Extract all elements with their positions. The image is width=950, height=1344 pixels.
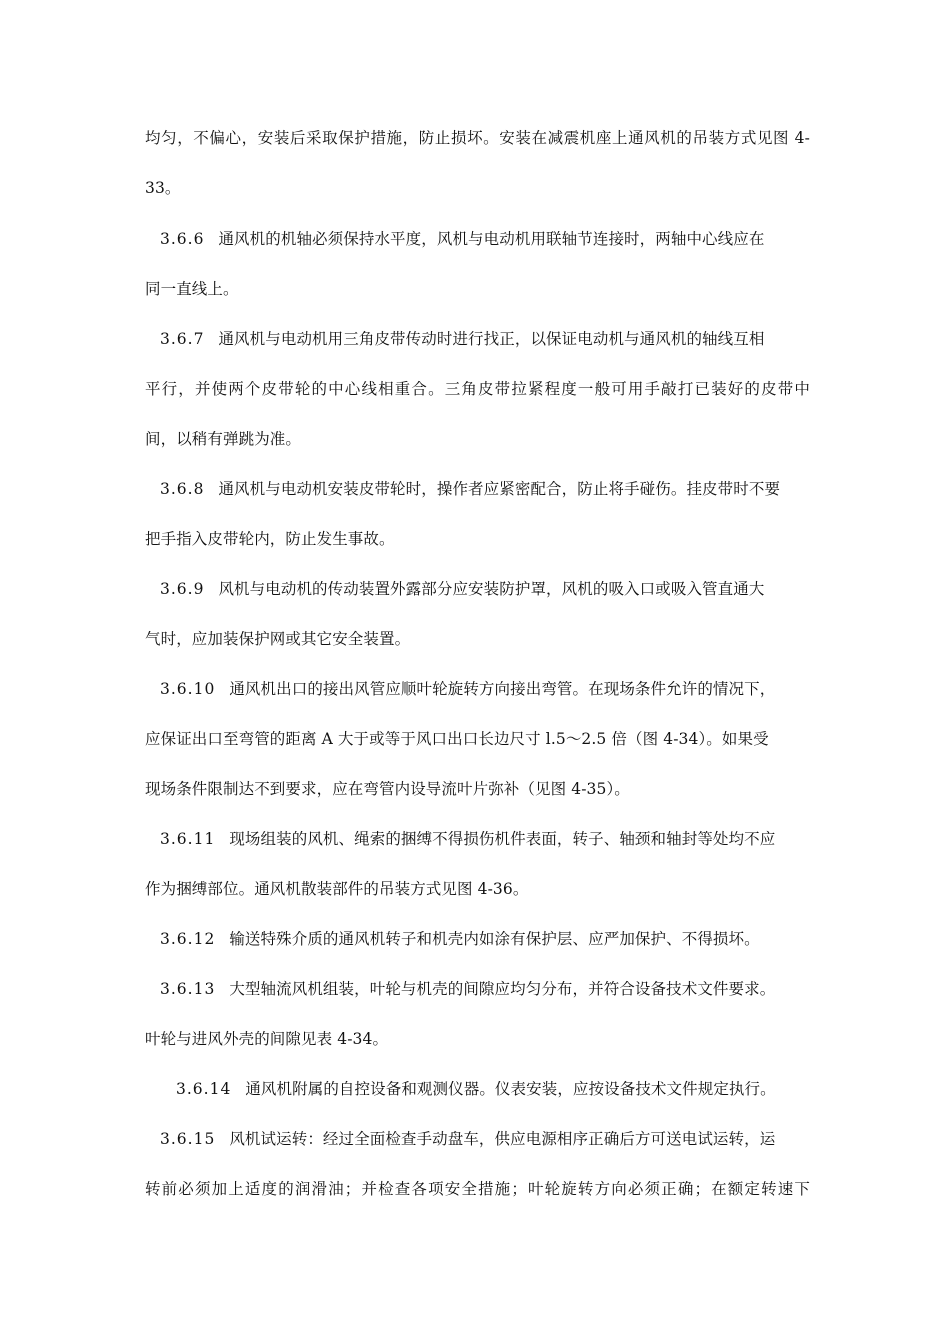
clause-number: 3.6.10: [160, 680, 216, 698]
clause-number: 3.6.8: [160, 480, 205, 498]
paragraph-line: 通风机的机轴必须保持水平度，风机与电动机用联轴节连接时，两轴中心线应在: [218, 230, 765, 248]
paragraph-line: 叶轮与进风外壳的间隙见表 4-34。: [145, 1030, 389, 1048]
paragraph-line: 风机与电动机的传动装置外露部分应安装防护罩，风机的吸入口或吸入管直通大: [218, 580, 765, 598]
paragraph-line: 平行，并使两个皮带轮的中心线相重合。三角皮带拉紧程度一般可用手敲打已装好的皮带中: [145, 380, 810, 398]
paragraph-line: 现场条件限制达不到要求，应在弯管内设导流叶片弥补（见图 4-35）。: [145, 780, 630, 798]
paragraph-line: 通风机出口的接出风管应顺叶轮旋转方向接出弯管。在现场条件允许的情况下，: [229, 680, 776, 698]
paragraph-line: 现场组装的风机、绳索的捆缚不得损伤机件表面，转子、轴颈和轴封等处均不应: [229, 830, 776, 848]
paragraph-line: 通风机与电动机用三角皮带传动时进行找正，以保证电动机与通风机的轴线互相: [218, 330, 765, 348]
paragraph-line: 气时，应加装保护网或其它安全装置。: [145, 630, 411, 648]
clause-number: 3.6.15: [160, 1130, 216, 1148]
paragraph-3-6-14: [176, 1079, 841, 1099]
paragraph-line: 作为捆缚部位。通风机散装部件的吊装方式见图 4-36。: [145, 880, 529, 898]
clause-number: 3.6.11: [160, 830, 216, 848]
paragraph-3-6-12: [160, 929, 825, 949]
paragraph-3-6-15: [160, 1129, 825, 1149]
paragraph-line: 间，以稍有弹跳为准。: [145, 430, 302, 448]
paragraph-line: 转前必须加上适度的润滑油；并检查各项安全措施；叶轮旋转方向必须正确；在额定转速下: [145, 1180, 810, 1198]
paragraph-3-6-10: [160, 679, 825, 699]
paragraph-line: 通风机附属的自控设备和观测仪器。仪表安装，应按设备技术文件规定执行。: [245, 1080, 776, 1098]
paragraph-3-6-6: [160, 229, 825, 249]
paragraph-line: 33。: [145, 179, 181, 197]
paragraph-3-6-7: [160, 329, 825, 349]
clause-number: 3.6.9: [160, 580, 205, 598]
paragraph-line: 通风机与电动机安装皮带轮时，操作者应紧密配合，防止将手碰伤。挂皮带时不要: [218, 480, 781, 498]
paragraph-line: 同一直线上。: [145, 280, 239, 298]
paragraph-3-6-13: [160, 979, 825, 999]
paragraph-3-6-9: [160, 579, 825, 599]
clause-number: 3.6.7: [160, 330, 205, 348]
paragraph-line: 大型轴流风机组装，叶轮与机壳的间隙应均匀分布，并符合设备技术文件要求。: [229, 980, 776, 998]
paragraph-line: 风机试运转：经过全面检查手动盘车，供应电源相序正确后方可送电试运转，运: [229, 1130, 776, 1148]
clause-number: 3.6.6: [160, 230, 205, 248]
clause-number: 3.6.13: [160, 980, 216, 998]
paragraph-line: 输送特殊介质的通风机转子和机壳内如涂有保护层、应严加保护、不得损坏。: [229, 930, 760, 948]
paragraph-line: 均匀，不偏心，安装后采取保护措施，防止损坏。安装在减震机座上通风机的吊装方式见图 4-: [145, 129, 810, 147]
clause-number: 3.6.14: [176, 1080, 232, 1098]
paragraph-3-6-8: [160, 479, 825, 499]
paragraph-line: 把手指入皮带轮内，防止发生事故。: [145, 530, 395, 548]
clause-number: 3.6.12: [160, 930, 216, 948]
paragraph-3-6-11: [160, 829, 825, 849]
paragraph-line: 应保证出口至弯管的距离 A 大于或等于风口出口长边尺寸 l.5～2.5 倍（图 4-34）。如果受: [145, 730, 769, 748]
